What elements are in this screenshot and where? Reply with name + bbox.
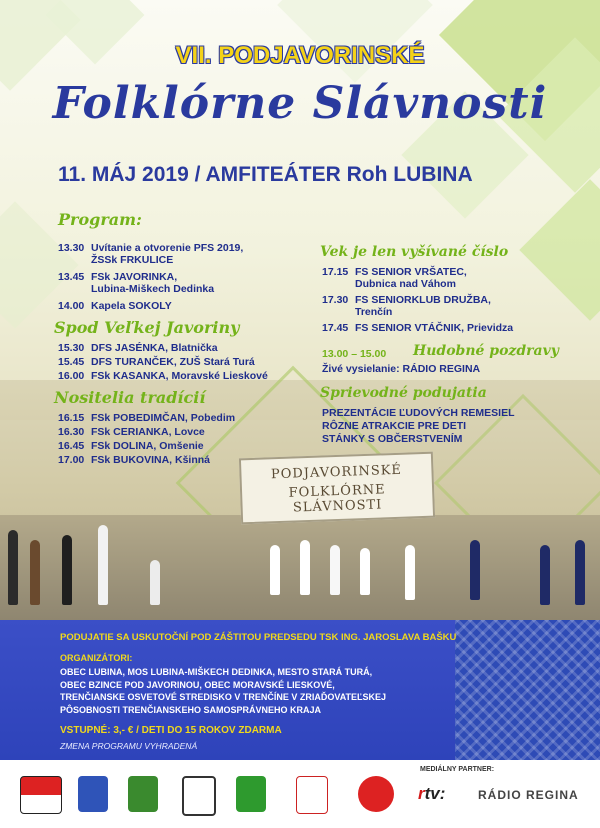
program-time: 15.30 [58,342,85,354]
program-time: 14.00 [58,300,85,312]
date-venue: 11. MÁJ 2019 / AMFITEÁTER Roh LUBINA [58,163,473,186]
organizers-label: ORGANIZÁTORI: [60,653,133,663]
program-item [322,266,467,290]
embroidery-decoration [455,620,600,760]
program-time: 17.45 [322,322,349,334]
section-nositelia: Nositelia tradícií [54,388,206,407]
performer-figure [575,540,585,605]
performer-figure [360,548,370,595]
trencin-region-crest-icon [20,776,62,814]
performer-figure [405,545,415,600]
festival-seal-icon [358,776,394,812]
program-name: FSk DOLINA, Omšenie [91,440,204,452]
extra-event: PREZENTÁCIE ĽUDOVÝCH REMESIEL [322,407,515,419]
program-item [58,412,235,424]
performer-figure [540,545,550,605]
program-item [58,454,210,466]
edition-title: VII. PODJAVORINSKÉ [175,42,425,69]
section-vek: Vek je len vyšívané číslo [320,244,509,260]
section-spod-javoriny: Spod Veľkej Javoriny [54,318,240,337]
stage-banner [239,452,435,525]
organizer-line: OBEC LUBINA, MOS LUBINA-MIŠKECH DEDINKA, MESTO STARÁ TURÁ, [60,667,373,677]
organizers-list [60,666,386,716]
music-time: 13.00 – 15.00 [322,348,387,360]
stara-tura-crest-icon [128,776,158,812]
program-time: 15.45 [58,356,85,368]
lubina-crest-icon [78,776,108,812]
performer-figure [8,530,18,605]
program-item [58,300,172,312]
program-name: Uvítanie a otvorenie PFS 2019, [91,242,244,254]
rtvs-logo: rtv: [418,784,446,803]
section-program: Program: [58,210,142,229]
program-subname: Dubnica nad Váhom [355,278,456,290]
program-item [322,322,513,334]
program-name: FS SENIOR VTÁČNIK, Prievidza [355,322,514,334]
program-time: 16.00 [58,370,85,382]
program-time: 16.15 [58,412,85,424]
program-name: FS SENIORKLUB DRUŽBA, [355,294,491,306]
stage-banner-line2: FOLKLÓRNE SLÁVNOSTI [288,482,386,516]
section-sprievodne: Sprievodné podujatia [320,385,487,401]
osvetove-stredisko-icon [296,776,328,814]
program-name: FSk BUKOVINA, Kšinná [91,454,211,466]
program-name: DFS TURANČEK, ZUŠ Stará Turá [91,356,255,368]
program-name: FSk CERIANKA, Lovce [91,426,205,438]
program-item [58,426,205,438]
organizer-line: TRENČIANSKE OSVETOVÉ STREDISKO V TRENČÍNE V ZRIAĎOVATEĽSKEJ [60,692,387,702]
program-time: 17.30 [322,294,349,306]
performer-figure [470,540,480,600]
performer-figure [62,535,72,605]
performer-figure [150,560,160,605]
program-item [58,356,255,368]
performer-figure [330,545,340,595]
organizer-line: OBEC BZINCE POD JAVORINOU, OBEC MORAVSKÉ LIESKOVÉ, [60,679,335,690]
extra-event: STÁNKY S OBČERSTVENÍM [322,433,463,445]
live-broadcast: Živé vysielanie: RÁDIO REGINA [322,363,481,375]
program-time: 13.45 [58,271,85,283]
festival-title: Folklórne Slávnosti [52,78,548,129]
program-item [322,294,491,318]
performer-figure [30,540,40,605]
extra-event: RÔZNE ATRAKCIE PRE DETI [322,420,467,432]
stage-banner-line1: PODJAVORINSKÉ [270,462,403,483]
program-name: DFS JASÉNKA, Blatnička [91,342,218,354]
performer-figure [300,540,310,595]
performer-figure [270,545,280,595]
radio-regina-logo: RÁDIO REGINA [478,788,579,802]
bzince-crest-icon [182,776,216,816]
program-name: FS SENIOR VRŠATEC, [355,266,467,278]
program-name: Kapela SOKOLY [91,300,172,312]
performer-figure [98,525,108,605]
program-item [58,242,243,266]
program-time: 16.30 [58,426,85,438]
music-title: Hudobné pozdravy [413,343,559,359]
program-item [58,370,268,382]
entry-fee: VSTUPNÉ: 3,- € / DETI DO 15 ROKOV ZDARMA [60,725,282,736]
program-time: 13.30 [58,242,85,254]
program-subname: ŽSSk FRKULICE [91,254,174,266]
program-subname: Trenčín [355,306,393,318]
program-subname: Lubina-Miškech Dedinka [91,283,215,295]
media-partner-label: MEDIÁLNY PARTNER: [420,766,495,773]
program-time: 16.45 [58,440,85,452]
program-time: 17.15 [322,266,349,278]
program-time: 17.00 [58,454,85,466]
program-item [58,440,204,452]
program-name: FSk JAVORINKA, [91,271,178,283]
organizer-line: PÔSOBNOSTI TRENČIANSKEHO SAMOSPRÁVNEHO KRAJA [60,704,322,715]
moravske-lieskove-crest-icon [236,776,266,812]
program-change-note: ZMENA PROGRAMU VYHRADENÁ [60,741,198,751]
program-item [58,342,218,354]
patronage-text: PODUJATIE SA USKUTOČNÍ POD ZÁŠTITOU PREDSEDU TSK ING. JAROSLAVA BAŠKU [60,632,457,643]
program-name: FSk POBEDIMČAN, Pobedim [91,412,236,424]
program-item [58,271,214,295]
program-name: FSk KASANKA, Moravské Lieskové [91,370,268,382]
extra-events [322,407,515,446]
